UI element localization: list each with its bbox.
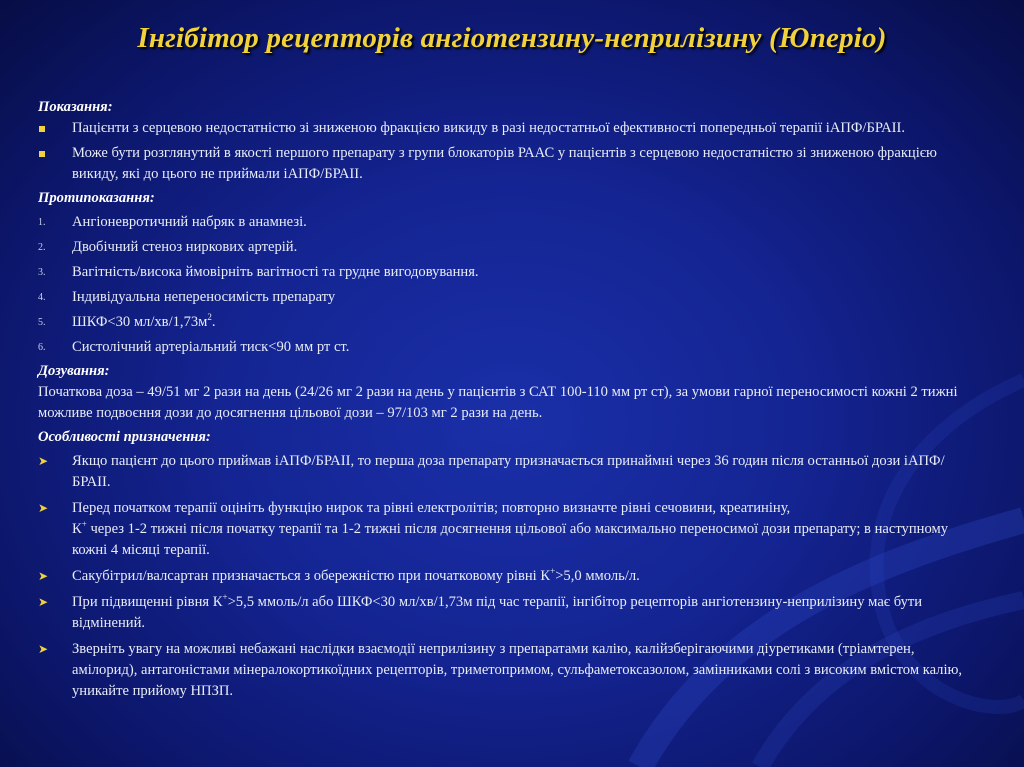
contraindications-heading: Протипоказання:: [38, 190, 155, 206]
contraindication-item: 3. Вагітність/висока ймовірніть вагітності та грудне вигодовування.: [38, 264, 479, 280]
feature-item: ➤ Якщо пацієнт до цього приймав іАПФ/БРАІІ, то перша доза препарату призначається принаймні через 36 годин після останньої дози іАПФ/БРАІІ.: [38, 453, 945, 490]
arrow-bullet-icon: ➤: [38, 642, 49, 656]
feature-item: ➤ Сакубітрил/валсартан призначається з обережністю при початковому рівні К+>5,0 ммоль/л.: [38, 566, 968, 587]
square-bullet-icon: [39, 126, 45, 132]
contraindication-item: 5. ШКФ<30 $мл/хв/1,73м^2$.: [38, 312, 216, 330]
indications-heading: Показання:: [38, 99, 113, 115]
feature-item: ➤ Зверніть увагу на можливі небажані наслідки взаємодії неприлізину з препаратами калію, калійзберігаючими діуретиками (тріамтерен, амілорид), антагоністами мінералокортикоїдних рецепторів, триметопримом, сульфаметоксазолом, замінниками солі з високим вмістом калію, уникайте прийому НПЗП.: [38, 641, 963, 699]
contraindication-item: 2. Двобічний стеноз ниркових артерій.: [38, 239, 298, 255]
square-bullet-icon: [39, 151, 45, 157]
page-title: Інгібітор рецепторів ангіотензину-неприлізину (Юперіо): [137, 22, 887, 54]
contraindication-item: 4. Індивідуальна непереносимість препарату: [38, 289, 336, 305]
indication-item: Пацієнти з серцевою недостатністю зі зниженою фракцією викиду в разі недостатньої ефективності попередньої терапії іАПФ/БРАІІ.: [38, 118, 968, 139]
contraindication-item: 1. Ангіоневротичний набряк в анамнезі.: [38, 214, 307, 230]
indication-item: Може бути розглянутий в якості першого препарату з групи блокаторів РААС у пацієнтів з серцевою недостатністю зі зниженою фракцією викиду, які до цього не приймали іАПФ/БРАІІ.: [38, 143, 968, 185]
dosage-heading: Дозування:: [38, 363, 110, 379]
arrow-bullet-icon: ➤: [38, 454, 49, 468]
feature-item: ➤ Перед початком терапії оцініть функцію нирок та рівні електролітів; повторно визначте рівні сечовини, креатиніну, К+ через 1-2 тижні після початку терапії та 1-2 тижні після досягнення цільової або максимально переносимої дози препарату; в наступному кожні 4 місяці терапії.: [38, 500, 948, 558]
slide-content: [38, 97, 968, 702]
arrow-bullet-icon: ➤: [38, 595, 49, 609]
features-heading: Особливості призначення:: [38, 429, 211, 445]
arrow-bullet-icon: ➤: [38, 501, 49, 515]
contraindication-item: 6. Систолічний артеріальний тиск<90 мм рт ст.: [38, 339, 350, 355]
dosage-text: Початкова доза – 49/51 мг 2 рази на день (24/26 мг 2 рази на день у пацієнтів з САТ 100-110 мм рт ст), за умови гарної переносимості кожні 2 тижні можливе подвоєння дози до досягнення цільової дози – 97/103 мг 2 рази на день.: [38, 384, 958, 421]
arrow-bullet-icon: ➤: [38, 569, 49, 583]
feature-item: ➤ При підвищенні рівня К+>5,5 ммоль/л або ШКФ<30 мл/хв/1,73м під час терапії, інгібітор рецепторів ангіотензину-неприлізину має бути відмінений.: [38, 592, 923, 631]
